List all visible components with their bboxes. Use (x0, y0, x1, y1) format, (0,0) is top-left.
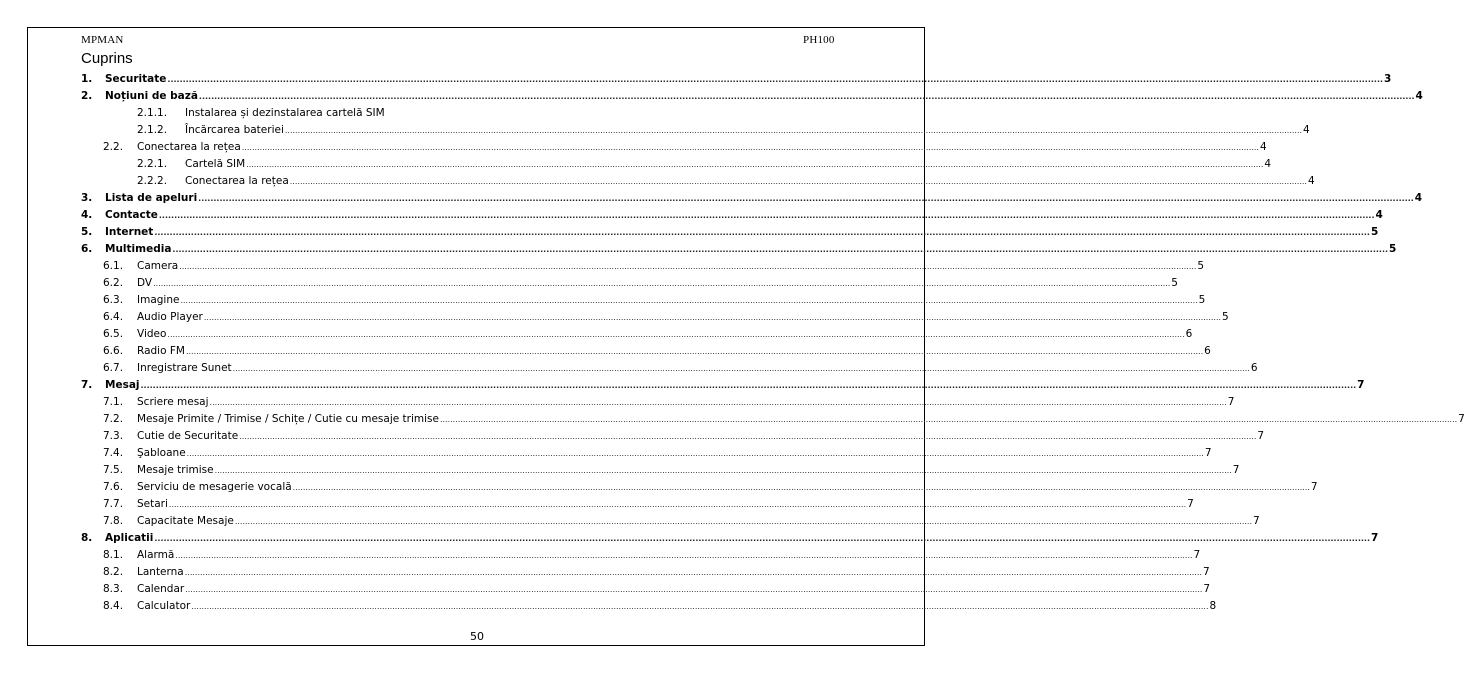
toc-entry-label: Conectarea la rețea (185, 175, 289, 187)
toc-leader-dots: ................................................................................................................................................................................................................................................................................................................................................................................................................ (154, 228, 1370, 237)
toc-entry-label: Contacte (105, 209, 158, 221)
toc-entry-page: 7 (1253, 515, 1260, 527)
toc-entry-label: Noțiuni de bază (105, 90, 198, 102)
toc-entry[interactable] (81, 445, 1212, 462)
toc-entry[interactable] (81, 377, 1365, 394)
toc-entry-number: 6.6. (103, 345, 124, 357)
toc-entry[interactable] (81, 88, 1423, 105)
toc-entry-label: Cartelă SIM (185, 158, 246, 170)
toc-entry[interactable] (81, 258, 1205, 275)
toc-entry-page: 7 (1232, 464, 1240, 476)
toc-entry-label: Conectarea la rețea (137, 141, 241, 153)
toc-entry[interactable] (81, 190, 1423, 207)
toc-leader-dots: ................................................................................................................................................................................................................................................................................................................................................................................................................ (172, 245, 1389, 254)
toc-entry-label: Mesaje Primite / Trimise / Schițe / Cutie cu mesaje trimise (137, 413, 439, 425)
toc-entry-label: Încărcarea bateriei (185, 124, 284, 136)
toc-leader-dots: ................................................................................................................................................................................................................................................................................................................................................................................................................ (284, 126, 1303, 135)
toc-entry-number: 8.4. (103, 600, 124, 612)
toc-entry-page: 7 (1202, 566, 1210, 578)
toc-entry-page: 6 (1185, 328, 1193, 340)
toc-leader-dots: ................................................................................................................................................................................................................................................................................................................................................................................................................ (292, 483, 1310, 492)
toc-entry-page: 4 (1307, 175, 1315, 187)
toc-entry-page: 7 (1227, 396, 1235, 408)
toc-entry-number: 7. (81, 379, 93, 391)
toc-entry-number: 7.8. (103, 515, 124, 527)
toc-entry-number: 1. (81, 73, 93, 85)
page-title: Cuprins (81, 50, 133, 67)
toc-entry-label: Multimedia (105, 243, 172, 255)
toc-entry-page: 4 (1414, 192, 1423, 204)
toc-leader-dots: ................................................................................................................................................................................................................................................................................................................................................................................................................ (289, 177, 1307, 186)
toc-entry[interactable] (81, 326, 1193, 343)
toc-leader-dots: ................................................................................................................................................................................................................................................................................................................................................................................................................ (246, 160, 1264, 169)
toc-entry-label: Calculator (137, 600, 191, 612)
toc-entry[interactable] (81, 530, 1379, 547)
toc-entry[interactable] (81, 428, 1265, 445)
toc-entry-label: Audio Player (137, 311, 203, 323)
toc-entry[interactable] (81, 496, 1194, 513)
toc-entry[interactable] (81, 343, 1211, 360)
toc-entry-label: Inregistrare Sunet (137, 362, 232, 374)
toc-entry-page: 3 (1384, 73, 1392, 85)
toc-leader-dots: ................................................................................................................................................................................................................................................................................................................................................................................................................ (167, 75, 1384, 84)
toc-entry-number: 8. (81, 532, 93, 544)
header-model: PH100 (803, 34, 835, 46)
toc-entry-label: Serviciu de mesagerie vocală (137, 481, 292, 493)
toc-entry-page: 7 (1458, 413, 1465, 425)
toc-entry-number: 2. (81, 90, 93, 102)
toc-entry-number: 3. (81, 192, 93, 204)
toc-entry-page: 5 (1389, 243, 1397, 255)
toc-leader-dots: ................................................................................................................................................................................................................................................................................................................................................................................................................ (241, 143, 1259, 152)
page-number: 50 (470, 630, 484, 643)
toc-entry-label: DV (137, 277, 153, 289)
toc-entry-number: 8.2. (103, 566, 124, 578)
toc-entry[interactable] (81, 173, 1315, 190)
toc-entry-label: Aplicatii (105, 532, 154, 544)
toc-entry-number: 6. (81, 243, 93, 255)
toc-leader-dots: ................................................................................................................................................................................................................................................................................................................................................................................................................ (185, 347, 1204, 356)
toc-entry-label: Camera (137, 260, 179, 272)
toc-entry-page: 7 (1193, 549, 1201, 561)
toc-entry-page: 7 (1257, 430, 1265, 442)
toc-leader-dots: ................................................................................................................................................................................................................................................................................................................................................................................................................ (154, 534, 1370, 543)
toc-leader-dots: ................................................................................................................................................................................................................................................................................................................................................................................................................ (175, 551, 1193, 560)
toc-entry[interactable] (81, 241, 1397, 258)
toc-entry[interactable] (81, 275, 1178, 292)
toc-entry-label: Internet (105, 226, 154, 238)
toc-entry[interactable] (81, 292, 1206, 309)
toc-entry-number: 6.5. (103, 328, 124, 340)
toc-leader-dots: ................................................................................................................................................................................................................................................................................................................................................................................................................ (153, 279, 1171, 288)
toc-leader-dots: ................................................................................................................................................................................................................................................................................................................................................................................................................ (214, 466, 1232, 475)
toc-entry-page: 4 (1264, 158, 1272, 170)
toc-entry-number: 2.1.2. (137, 124, 168, 136)
toc-entry-page: 5 (1222, 311, 1229, 323)
toc-leader-dots: ................................................................................................................................................................................................................................................................................................................................................................................................................ (209, 398, 1227, 407)
toc-entry[interactable] (81, 411, 1465, 428)
toc-leader-dots: ................................................................................................................................................................................................................................................................................................................................................................................................................ (439, 415, 1458, 424)
toc-leader-dots: ................................................................................................................................................................................................................................................................................................................................................................................................................ (198, 194, 1414, 203)
toc-entry-label: Şabloane (137, 447, 186, 459)
toc-entry-page: 4 (1375, 209, 1383, 221)
toc-leader-dots: ................................................................................................................................................................................................................................................................................................................................................................................................................ (184, 568, 1202, 577)
toc-entry-page: 7 (1203, 583, 1211, 595)
toc-entry-number: 6.2. (103, 277, 124, 289)
toc-entry-number: 8.1. (103, 549, 124, 561)
toc-entry-number: 4. (81, 209, 93, 221)
toc-entry-page: 5 (1171, 277, 1178, 289)
toc-entry[interactable] (81, 156, 1272, 173)
toc-entry[interactable] (81, 139, 1267, 156)
toc-entry-page: 4 (1415, 90, 1423, 102)
toc-leader-dots: ................................................................................................................................................................................................................................................................................................................................................................................................................ (186, 449, 1204, 458)
toc-leader-dots: ................................................................................................................................................................................................................................................................................................................................................................................................................ (203, 313, 1222, 322)
toc-entry[interactable] (81, 462, 1240, 479)
toc-entry-page: 5 (1197, 260, 1205, 272)
toc-entry-number: 6.3. (103, 294, 124, 306)
toc-entry-number: 6.1. (103, 260, 124, 272)
toc-leader-dots: ................................................................................................................................................................................................................................................................................................................................................................................................................ (180, 296, 1198, 305)
toc-entry-number: 6.7. (103, 362, 124, 374)
toc-entry-number: 7.7. (103, 498, 124, 510)
toc-entry-label: Capacitate Mesaje (137, 515, 234, 527)
toc-leader-dots: ................................................................................................................................................................................................................................................................................................................................................................................................................ (239, 432, 1257, 441)
toc-entry-number: 7.1. (103, 396, 124, 408)
toc-entry-number: 6.4. (103, 311, 124, 323)
toc-entry-page: 5 (1370, 226, 1379, 238)
toc-leader-dots: ................................................................................................................................................................................................................................................................................................................................................................................................................ (179, 262, 1197, 271)
toc-entry-number: 7.2. (103, 413, 124, 425)
toc-entry-label: Calendar (137, 583, 185, 595)
toc-entry-page: 7 (1371, 532, 1379, 544)
toc-entry[interactable] (81, 564, 1210, 581)
table-of-contents (81, 71, 1465, 615)
toc-leader-dots: ................................................................................................................................................................................................................................................................................................................................................................................................................ (168, 500, 1187, 509)
toc-entry[interactable] (81, 547, 1201, 564)
toc-entry[interactable] (81, 105, 461, 122)
toc-leader-dots: ................................................................................................................................................................................................................................................................................................................................................................................................................ (167, 330, 1185, 339)
toc-entry[interactable] (81, 513, 1260, 530)
toc-entry-label: Radio FM (137, 345, 185, 357)
toc-entry-page: 7 (1187, 498, 1194, 510)
toc-entry-page: 5 (1198, 294, 1206, 306)
toc-leader-dots: ................................................................................................................................................................................................................................................................................................................................................................................................................ (185, 585, 1203, 594)
toc-leader-dots: ................................................................................................................................................................................................................................................................................................................................................................................................................ (140, 381, 1357, 390)
toc-entry-number: 2.2. (103, 141, 124, 153)
toc-entry-label: Cutie de Securitate (137, 430, 239, 442)
toc-entry-label: Lista de apeluri (105, 192, 198, 204)
toc-entry-number: 2.1.1. (137, 107, 168, 119)
toc-entry-page: 7 (1357, 379, 1365, 391)
toc-entry-page: 8 (1209, 600, 1217, 612)
toc-leader-dots: ................................................................................................................................................................................................................................................................................................................................................................................................................ (191, 602, 1209, 611)
toc-entry[interactable] (81, 479, 1318, 496)
toc-entry-label: Lanterna (137, 566, 184, 578)
toc-entry-label: Scriere mesaj (137, 396, 209, 408)
toc-leader-dots: ................................................................................................................................................................................................................................................................................................................................................................................................................ (198, 92, 1415, 101)
toc-entry-page: 6 (1250, 362, 1258, 374)
toc-entry[interactable] (81, 598, 1217, 615)
toc-entry-label: Imagine (137, 294, 180, 306)
toc-entry[interactable] (81, 71, 1392, 88)
toc-leader-dots: ................................................................................................................................................................................................................................................................................................................................................................................................................ (234, 517, 1253, 526)
toc-entry-page: 7 (1310, 481, 1318, 493)
toc-entry-page: 4 (1303, 124, 1310, 136)
toc-entry-number: 7.4. (103, 447, 124, 459)
toc-entry[interactable] (81, 581, 1211, 598)
toc-entry[interactable] (81, 394, 1235, 411)
toc-entry-page: 7 (1204, 447, 1212, 459)
toc-entry-label: Setari (137, 498, 168, 510)
toc-entry[interactable] (81, 309, 1229, 326)
toc-entry-number: 7.5. (103, 464, 124, 476)
toc-entry-number: 7.3. (103, 430, 124, 442)
toc-entry-number: 5. (81, 226, 93, 238)
toc-entry[interactable] (81, 360, 1258, 377)
toc-leader-dots: ................................................................................................................................................................................................................................................................................................................................................................................................................ (158, 211, 1375, 220)
toc-entry-page: 4 (1259, 141, 1267, 153)
toc-leader-dots: ................................................................................................................................................................................................................................................................................................................................................................................................................ (232, 364, 1250, 373)
toc-entry-label: Instalarea și dezinstalarea cartelă SIM (185, 107, 385, 119)
toc-entry-page: 6 (1204, 345, 1211, 357)
toc-entry-number: 2.2.2. (137, 175, 168, 187)
toc-entry-number: 7.6. (103, 481, 124, 493)
header-brand: MPMAN (81, 34, 124, 46)
toc-entry[interactable] (81, 207, 1383, 224)
toc-entry-label: Mesaj (105, 379, 140, 391)
toc-entry-label: Video (137, 328, 167, 340)
toc-entry-number: 8.3. (103, 583, 124, 595)
toc-entry[interactable] (81, 122, 1310, 139)
toc-entry[interactable] (81, 224, 1379, 241)
toc-entry-label: Securitate (105, 73, 167, 85)
toc-entry-label: Alarmă (137, 549, 175, 561)
toc-entry-label: Mesaje trimise (137, 464, 214, 476)
toc-entry-number: 2.2.1. (137, 158, 168, 170)
